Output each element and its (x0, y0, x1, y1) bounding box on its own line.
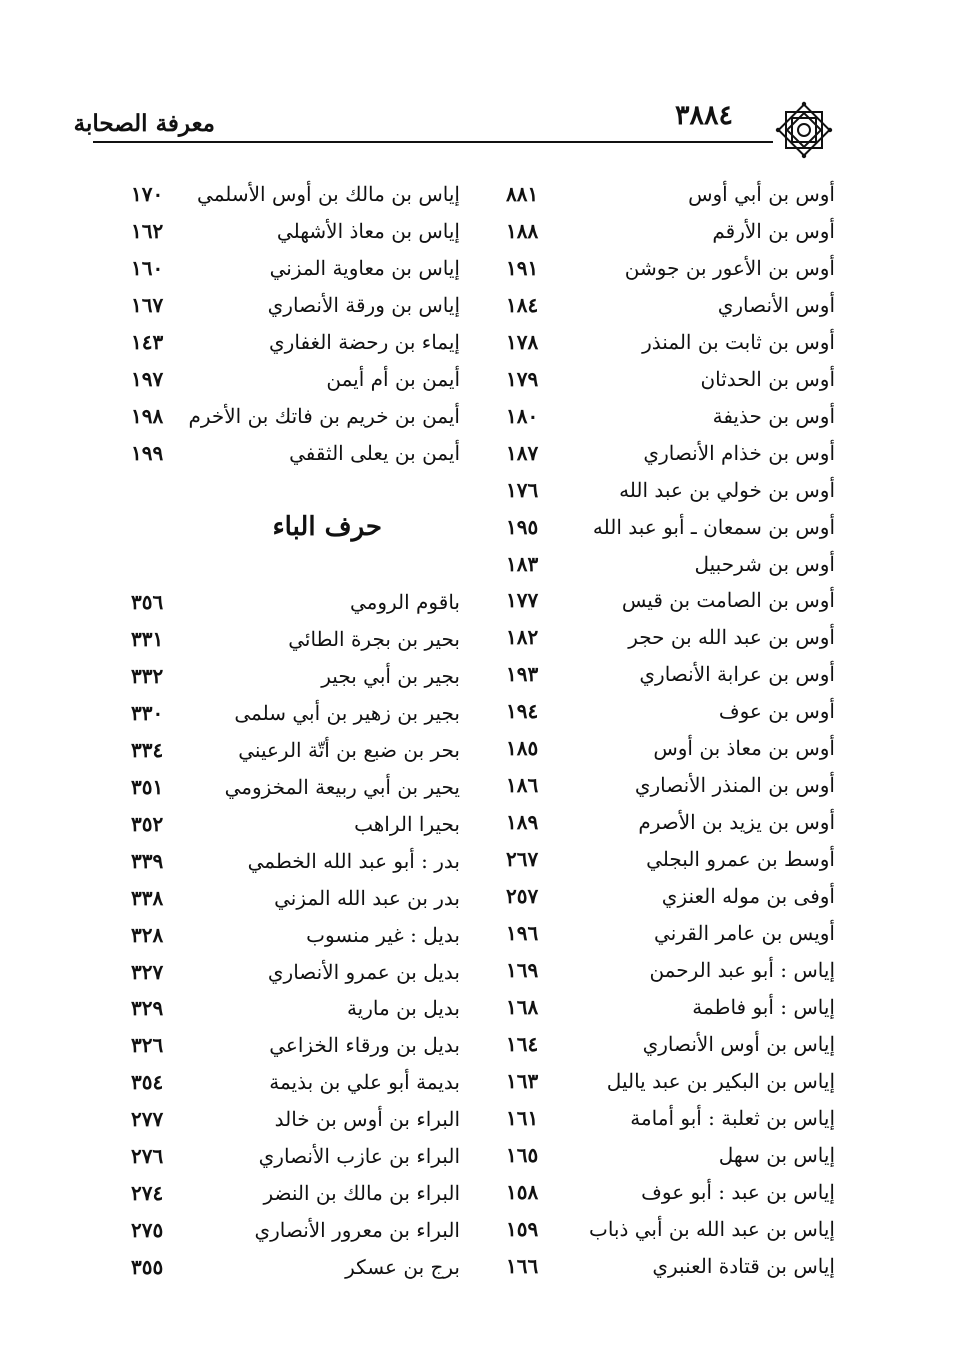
entry-number: ١٩٣ (506, 662, 539, 687)
entry-number: ١٧٩ (506, 366, 539, 391)
entry-number: ٢٧٦ (131, 1144, 164, 1169)
entry-number: ١٩٧ (131, 366, 164, 391)
index-entry (0, 695, 960, 731)
index-entry (0, 1212, 960, 1248)
index-entry (0, 250, 960, 286)
entry-name: إياس بن معاذ الأشهلي (276, 218, 460, 243)
entry-number: ٣٣١ (131, 626, 164, 651)
entry-number: ٢٧٤ (131, 1181, 164, 1206)
entry-number: ١٧٦ (506, 477, 539, 502)
entry-name: بديل بن ورقاء الخزاعي (269, 1033, 460, 1058)
entry-name: أوس بن الحدثان (700, 366, 835, 391)
entry-number: ١٧٧ (506, 588, 539, 613)
entry-number: ١٨٠ (506, 403, 539, 428)
entry-name: بديمة أبو علي بن بذيمة (269, 1070, 460, 1095)
entry-name: أوس بن المنذر الأنصاري (634, 773, 835, 798)
entry-name: أوس بن معاذ بن أوس (653, 736, 835, 761)
entry-number: ١٨٥ (506, 736, 539, 761)
entry-number: ١٨٢ (506, 625, 539, 650)
entry-name: أوس بن شرحبيل (694, 551, 835, 576)
entry-name: إياس بن البكير بن عبد ياليل (606, 1068, 835, 1093)
entry-name: أيمن بن أم أيمن (326, 366, 460, 391)
index-entry (0, 472, 960, 508)
entry-number: ٣٣٨ (131, 885, 164, 910)
index-entry (0, 546, 960, 582)
entry-number: ١٥٩ (506, 1216, 539, 1241)
entry-number: ١٦٢ (131, 218, 164, 243)
entry-number: ٣٣٢ (131, 663, 164, 688)
entry-name: باقوم الرومي (349, 590, 460, 614)
entry-number: ٣٥٢ (131, 811, 164, 836)
index-entry (0, 1138, 960, 1174)
entry-name: إياس بن عبد : أبو عوف (641, 1179, 835, 1204)
index-entry (0, 361, 960, 397)
entry-number: ١٩٤ (506, 699, 539, 724)
entry-name: أوس بن الصامت بن قيس (621, 588, 835, 613)
entry-name: البراء بن أوس بن خالد (274, 1107, 460, 1132)
entry-name: أوس بن عرابة الأنصاري (639, 662, 835, 687)
entry-name: أوس بن يزيد بن الأصرم (638, 810, 835, 835)
index-entry (0, 732, 960, 768)
index-entry (0, 621, 960, 657)
entry-number: ٣٥٤ (131, 1070, 164, 1095)
entry-name: بجير بن زهير بن أبي سلمى (234, 700, 460, 725)
entry-number: ١٩١ (506, 255, 539, 280)
entry-name: إياس : أبو عبد الرحمن (649, 957, 835, 982)
entry-name: إيماء بن رحضة الغفاري (269, 329, 460, 354)
entry-number: ٢٧٧ (131, 1107, 164, 1132)
entry-name: إياس بن ثعلبة : أبو أمامة (630, 1105, 835, 1130)
index-entry (0, 213, 960, 249)
entry-number: ٨٨١ (506, 182, 539, 206)
entry-name: إياس بن مالك بن أوس الأسلمي (197, 182, 460, 206)
entry-number: ١٨٣ (506, 551, 539, 576)
entry-number: ١٨٤ (506, 292, 539, 317)
entry-number: ٣٢٧ (131, 959, 164, 984)
entry-number: ١٦٨ (506, 994, 539, 1019)
index-entry (0, 1101, 960, 1137)
page-number: ٣٨٨٤ (675, 100, 734, 131)
entry-name: أوس بن الأرقم (712, 218, 835, 243)
entry-name: أوس بن الأعور بن جوشن (624, 255, 835, 280)
entry-name: أوس بن سمعان ـ أبو عبد الله (592, 514, 835, 539)
entry-number: ٣٢٨ (131, 922, 164, 947)
index-entry (0, 1064, 960, 1100)
index-entry (0, 843, 960, 879)
entry-number: ١٩٥ (506, 514, 539, 539)
entry-number: ٣٥٥ (131, 1255, 164, 1280)
entry-number: ٣٣٩ (131, 848, 164, 873)
entry-number: ١٧٠ (131, 182, 164, 206)
index-entry (0, 324, 960, 360)
index-entry (0, 287, 960, 323)
entry-number: ٣٢٩ (131, 996, 164, 1021)
entry-number: ٣٥١ (131, 774, 164, 799)
entry-name: يحير بن أبي ربيعة المخزومي (224, 774, 460, 799)
entry-name: أوس بن أبي أوس (688, 182, 835, 206)
entry-number: ١٤٣ (131, 329, 164, 354)
entry-name: بديل : غير منسوب (306, 922, 460, 947)
index-entry (0, 1175, 960, 1211)
entry-number: ٣٣٠ (131, 700, 164, 725)
entry-number: ٣٥٦ (131, 590, 164, 614)
entry-name: إياس بن سهل (718, 1142, 835, 1167)
entry-name: أوسط بن عمرو البجلي (646, 847, 835, 872)
index-entry (0, 176, 960, 212)
entry-name: بدر : أبو عبد الله الخطمي (247, 848, 460, 873)
entry-name: أويس بن عامر القرني (654, 921, 835, 945)
index-entry (0, 1027, 960, 1063)
entry-number: ١٦١ (506, 1105, 539, 1130)
entry-name: أيمن بن خريم بن فاتك بن الأخرم (188, 403, 460, 428)
entry-number: ١٦٥ (506, 1142, 539, 1167)
header-rule (93, 141, 773, 143)
entry-name: بديل بن مارية (346, 996, 460, 1021)
entry-number: ١٨٧ (506, 440, 539, 465)
entry-name: برج بن عسكر (345, 1255, 460, 1280)
entry-number: ٢٧٥ (131, 1218, 164, 1243)
index-entry (0, 917, 960, 953)
index-entry (0, 509, 960, 545)
entry-name: إياس بن ورقة الأنصاري (267, 292, 460, 317)
section-heading: حرف الباء (272, 512, 382, 542)
entry-name: البراء بن مالك بن النضر (263, 1181, 460, 1206)
entry-number: ١٦٩ (506, 957, 539, 982)
entry-number: ٣٣٤ (131, 737, 164, 762)
entry-name: أوفى بن موله العنزي (661, 884, 835, 909)
book-title: معرفة الصحابة (73, 110, 215, 137)
entry-name: بحر بن ضبع بن أتّة الرعيني (238, 737, 460, 762)
entry-name: أوس بن حذيفة (712, 403, 835, 428)
entry-name: إياس بن معاوية المزني (269, 255, 460, 280)
index-entry (0, 806, 960, 842)
entry-name: أوس بن عوف (718, 699, 835, 724)
entry-name: البراء بن معرور الأنصاري (254, 1218, 460, 1243)
index-entry (0, 769, 960, 805)
entry-name: إياس : أبو فاطمة (692, 994, 835, 1019)
index-entry (0, 990, 960, 1026)
entry-name: أيمن بن يعلى الثقفي (289, 440, 460, 465)
entry-number: ١٨٩ (506, 810, 539, 835)
entry-name: أوس بن خذام الأنصاري (643, 440, 835, 465)
entry-name: بديل بن عمرو الأنصاري (267, 959, 460, 984)
index-entry (0, 584, 960, 620)
entry-number: ١٥٨ (506, 1179, 539, 1204)
entry-number: ١٦٠ (131, 255, 164, 280)
entry-number: ١٩٩ (131, 440, 164, 465)
entry-number: ٢٦٧ (506, 847, 539, 872)
entry-number: ١٩٨ (131, 403, 164, 428)
entry-number: ١٨٨ (506, 218, 539, 243)
entry-name: بدر بن عبد الله المزني (274, 885, 460, 910)
entry-name: إياس بن قتادة العنبري (652, 1253, 835, 1278)
index-entry (0, 435, 960, 471)
entry-name: بجير بن أبي بجير (321, 663, 460, 688)
entry-number: ١٦٦ (506, 1253, 539, 1278)
entry-name: البراء بن عازب الأنصاري (258, 1144, 460, 1169)
entry-number: ١٩٦ (506, 921, 539, 945)
entry-number: ١٦٧ (131, 292, 164, 317)
entry-name: أوس الأنصاري (717, 292, 835, 317)
entry-number: ٣٢٦ (131, 1033, 164, 1058)
entry-number: ١٧٨ (506, 329, 539, 354)
entry-name: أوس بن خولي بن عبد الله (619, 477, 835, 502)
entry-number: ١٨٦ (506, 773, 539, 798)
index-entry (0, 658, 960, 694)
entry-name: بحير بن بجرة الطائي (288, 626, 460, 651)
index-entry (0, 954, 960, 990)
index-entry (0, 398, 960, 434)
entry-name: أوس بن ثابت بن المنذر (642, 329, 835, 354)
entry-number: ٢٥٧ (506, 884, 539, 909)
index-entry (0, 1249, 960, 1285)
entry-name: إياس بن أوس الأنصاري (642, 1031, 835, 1056)
octagram-ornament-icon (772, 98, 836, 162)
entry-name: أوس بن عبد الله بن حجر (628, 625, 835, 650)
entry-name: بحيرا الراهب (354, 811, 460, 836)
entry-number: ١٦٤ (506, 1031, 539, 1056)
index-entry (0, 880, 960, 916)
entry-number: ١٦٣ (506, 1068, 539, 1093)
entry-name: إياس بن عبد الله بن أبي ذباب (588, 1216, 835, 1241)
